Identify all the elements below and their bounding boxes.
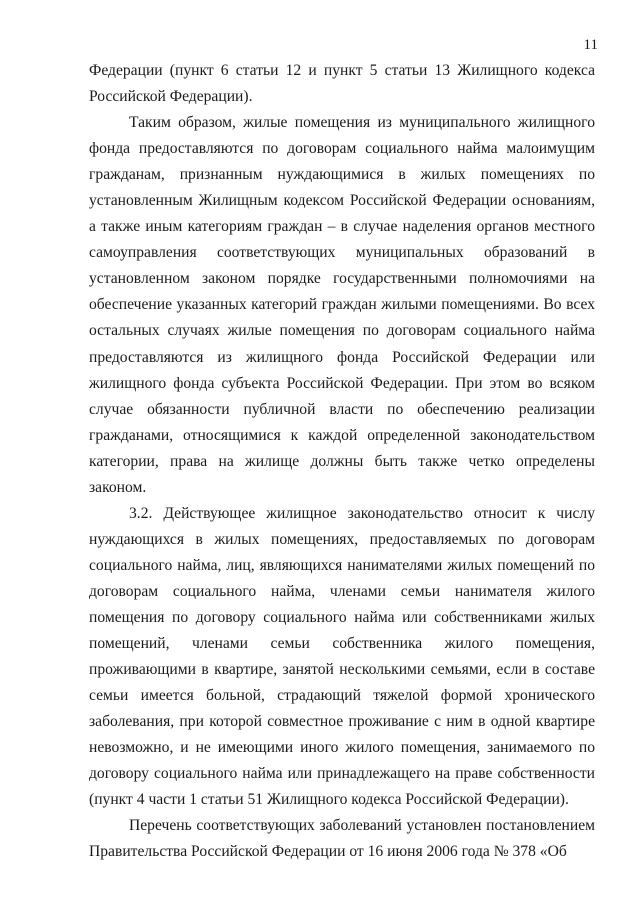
paragraph: 3.2. Действующее жилищное законодательство относит к числу нуждающихся в жилых помещениях, предоставляемых по договорам социального найма, лиц, являющихся нанимателями жилых помещений по договорам социального найма, членами семьи нанимателя жилого помещения по договору социального найма или собственниками жилых помещений, членами семьи собственника жилого помещения, проживающими в квартире, занятой несколькими семьями, если в составе семьи имеется больной, страдающий тяжелой формой хронического заболевания, при которой совместное проживание с ним в одной квартире невозможно, и не имеющими иного жилого помещения, занимаемого по договору социального найма или принадлежащего на праве собственности (пункт 4 части 1 статьи 51 Жилищного кодекса Российской Федерации).: [89, 504, 595, 809]
paragraph: Таким образом, жилые помещения из муниципального жилищного фонда предоставляются по договорам социального найма малоимущим гражданам, признанным нуждающимися в жилых помещениях по установленным Жилищным кодексом Российской Федерации основаниям, а также иным категориям граждан – в случае наделения органов местного самоуправления соответствующих муниципальных образований в установленном законом порядке государственными полномочиями на обеспечение указанных категорий граждан жилыми помещениями. Во всех остальных случаях жилые помещения по договорам социального найма предоставляются из жилищного фонда Российской Федерации или жилищного фонда субъекта Российской Федерации. При этом во всяком случае обязанности публичной власти по обеспечению реализации гражданами, относящимися к каждой определенной законодательством категории, права на жилище должны быть также четко определены законом.: [89, 114, 595, 496]
page-number: 11: [583, 37, 598, 53]
document-body: [89, 58, 595, 865]
paragraph: Перечень соответствующих заболеваний установлен постановлением Правительства Российской Федерации от 16 июня 2006 года № 378 «Об: [89, 817, 595, 861]
paragraph-continuation: Федерации (пункт 6 статьи 12 и пункт 5 статьи 13 Жилищного кодекса Российской Федерации).: [89, 62, 595, 106]
